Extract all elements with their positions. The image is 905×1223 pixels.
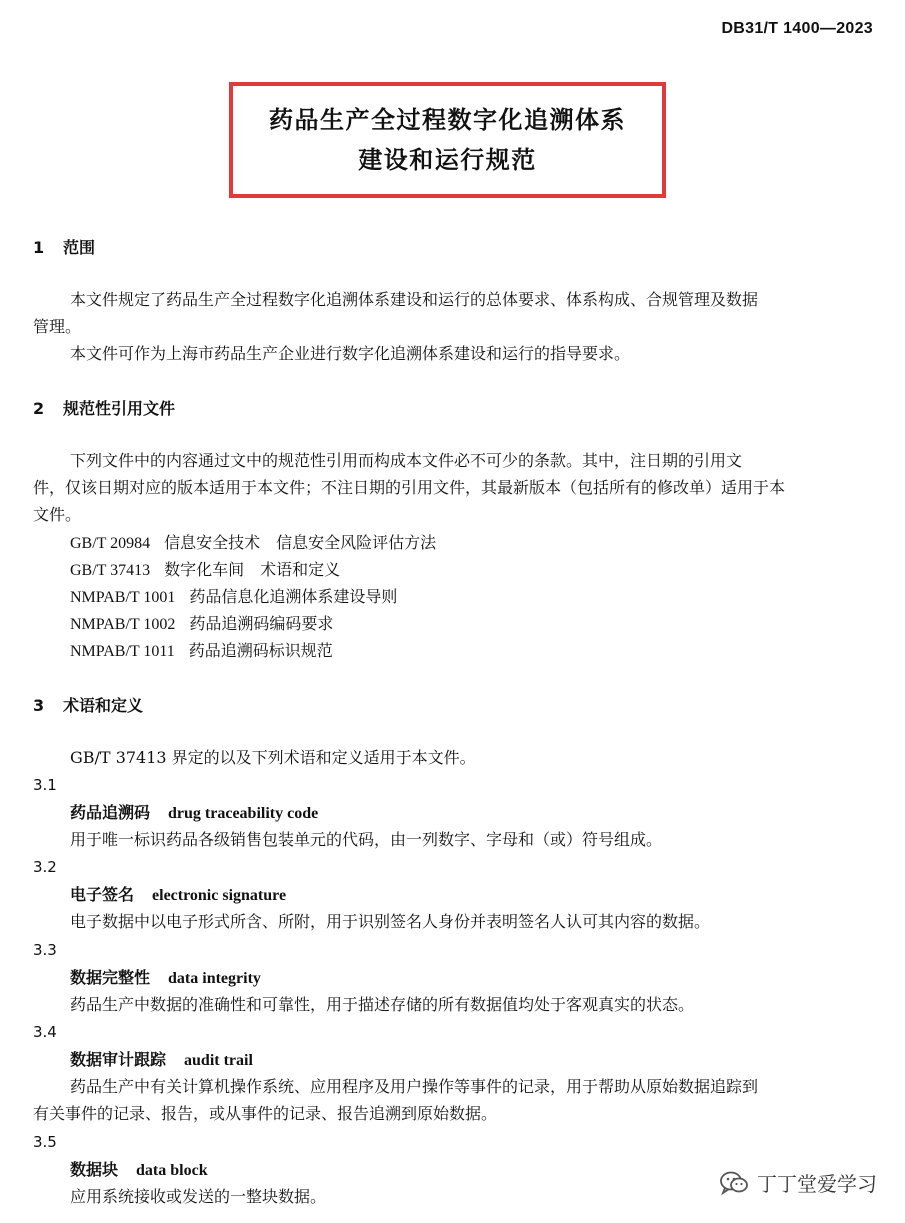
reference-code: NMPAB/T 1011 <box>70 643 175 660</box>
term-number: 3.1 <box>33 776 57 794</box>
title-box <box>229 82 666 198</box>
reference-item <box>70 641 333 662</box>
paragraph-cont: 文件。 <box>33 505 82 524</box>
term-en: electronic signature <box>152 887 287 904</box>
document-code: DB31/T 1400—2023 <box>721 20 873 37</box>
paragraph: 下列文件中的内容通过文中的规范性引用而构成本文件必不可少的条款。其中，注日期的引用文 <box>70 451 743 470</box>
term-definition-cont: 有关事件的记录、报告，或从事件的记录、报告追溯到原始数据。 <box>33 1104 498 1123</box>
section-1-heading <box>33 238 95 258</box>
term-definition: 电子数据中以电子形式所含、所附，用于识别签名人身份并表明签名人认可其内容的数据。 <box>70 912 711 931</box>
term-number: 3.2 <box>33 858 57 876</box>
term-zh: 数据审计跟踪 <box>70 1050 167 1069</box>
reference-item <box>70 560 340 581</box>
paragraph-cont: 管理。 <box>33 317 82 336</box>
term-heading <box>70 968 261 989</box>
paragraph: 本文件规定了药品生产全过程数字化追溯体系建设和运行的总体要求、体系构成、合规管理及数据 <box>70 290 759 309</box>
term-en: drug traceability code <box>168 805 319 822</box>
section-title: 范围 <box>63 238 96 257</box>
reference-title: 数字化车间 术语和定义 <box>164 560 341 579</box>
reference-title: 药品追溯码标识规范 <box>188 641 333 660</box>
watermark-text: 丁丁堂爱学习 <box>757 1172 877 1196</box>
term-definition: 药品生产中有关计算机操作系统、应用程序及用户操作等事件的记录，用于帮助从原始数据追踪到 <box>70 1077 759 1096</box>
term-zh: 电子签名 <box>70 885 135 904</box>
paragraph: 本文件可作为上海市药品生产企业进行数字化追溯体系建设和运行的指导要求。 <box>70 344 631 363</box>
section-2-heading <box>33 399 175 419</box>
watermark <box>719 1168 877 1197</box>
term-zh: 数据块 <box>70 1160 119 1179</box>
term-number: 3.3 <box>33 941 57 959</box>
reference-title: 信息安全技术 信息安全风险评估方法 <box>164 533 437 552</box>
reference-code: NMPAB/T 1002 <box>70 616 176 633</box>
reference-item <box>70 533 436 554</box>
section-title: 术语和定义 <box>63 696 144 715</box>
section-number: 1 <box>33 238 45 257</box>
title-line-1: 药品生产全过程数字化追溯体系 <box>269 106 626 134</box>
term-definition: 用于唯一标识药品各级销售包装单元的代码，由一列数字、字母和（或）符号组成。 <box>70 830 663 849</box>
term-heading <box>70 885 286 906</box>
paragraph-cont: 件，仅该日期对应的版本适用于本文件；不注日期的引用文件，其最新版本（包括所有的修改单）适用于本 <box>33 478 786 497</box>
term-zh: 药品追溯码 <box>70 803 151 822</box>
term-en: data integrity <box>168 970 261 987</box>
section-number: 3 <box>33 696 45 715</box>
wechat-icon <box>719 1170 749 1196</box>
term-definition: 应用系统接收或发送的一整块数据。 <box>70 1187 327 1206</box>
term-en: data block <box>136 1162 208 1179</box>
paragraph: GB/T 37413 界定的以及下列术语和定义适用于本文件。 <box>70 748 476 767</box>
term-heading <box>70 803 318 824</box>
reference-code: NMPAB/T 1001 <box>70 589 176 606</box>
section-title: 规范性引用文件 <box>63 399 176 418</box>
term-number: 3.5 <box>33 1133 57 1151</box>
reference-item <box>70 614 333 635</box>
reference-title: 药品信息化追溯体系建设导则 <box>189 587 398 606</box>
term-number: 3.4 <box>33 1023 57 1041</box>
reference-code: GB/T 37413 <box>70 562 151 579</box>
reference-code: GB/T 20984 <box>70 535 151 552</box>
term-heading <box>70 1050 253 1071</box>
title-line-2: 建设和运行规范 <box>358 146 537 174</box>
reference-title: 药品追溯码编码要求 <box>189 614 334 633</box>
term-definition: 药品生产中数据的准确性和可靠性，用于描述存储的所有数据值均处于客观真实的状态。 <box>70 995 695 1014</box>
section-3-heading <box>33 696 143 716</box>
section-number: 2 <box>33 399 45 418</box>
term-en: audit trail <box>184 1052 253 1069</box>
term-heading <box>70 1160 208 1181</box>
term-zh: 数据完整性 <box>70 968 151 987</box>
reference-item <box>70 587 397 608</box>
